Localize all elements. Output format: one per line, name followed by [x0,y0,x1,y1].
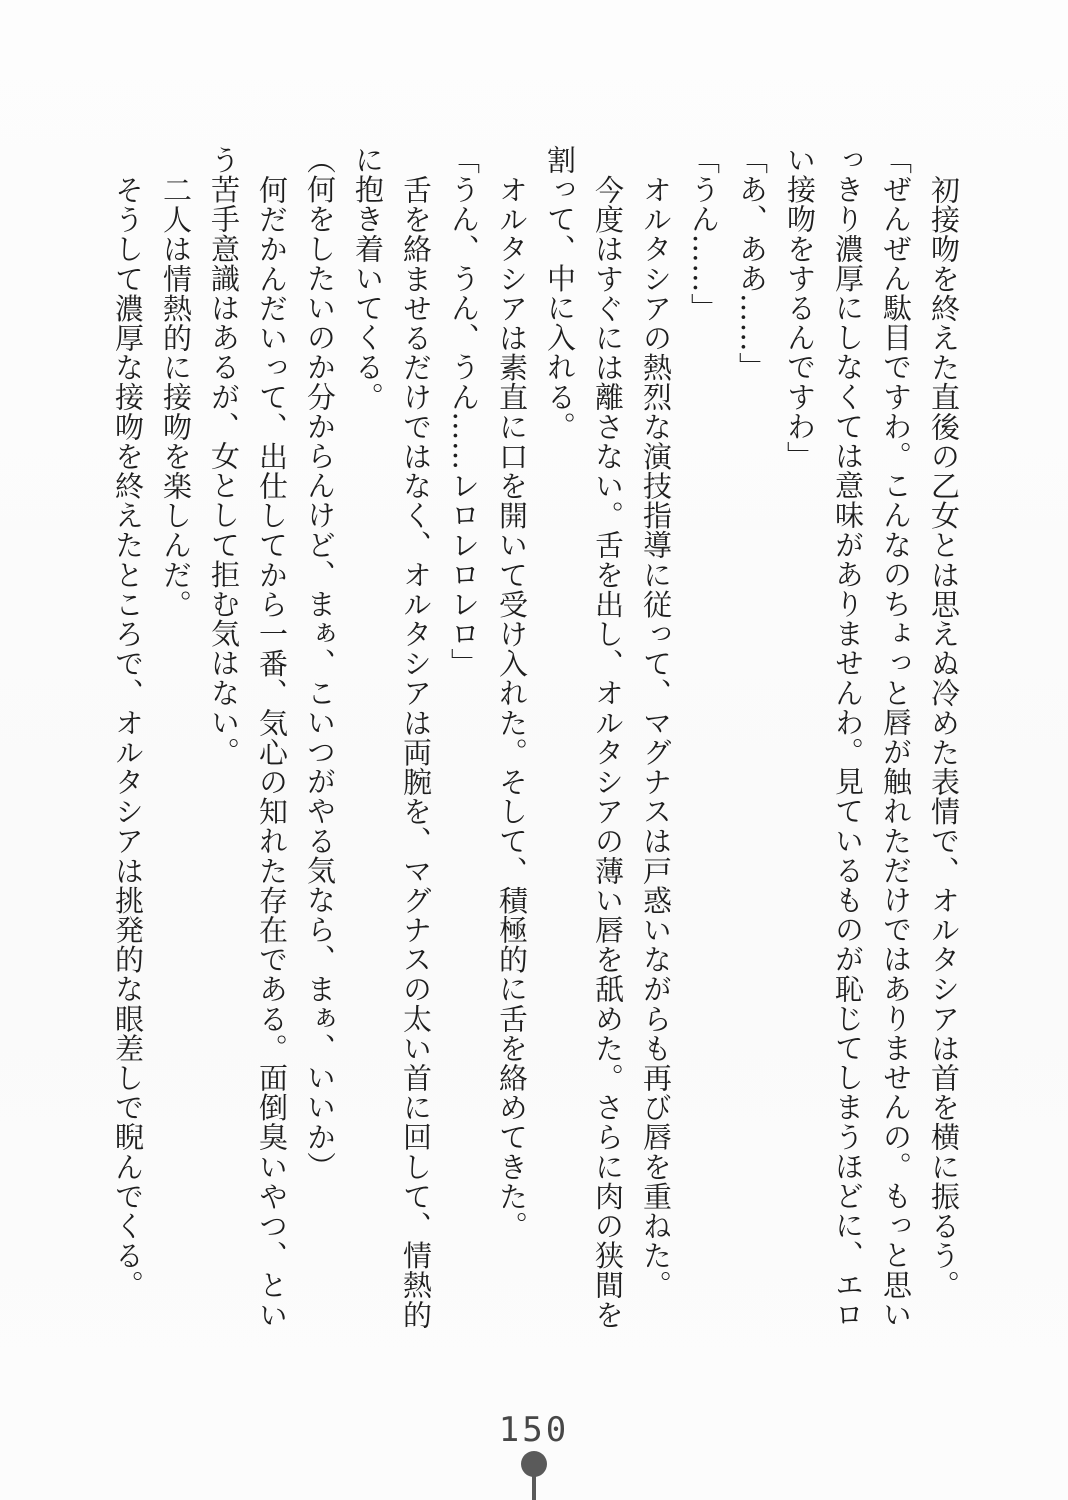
text-line: 割って、中に入れる。 [543,145,577,441]
text-line: 今度はすぐには離さない。舌を出し、オルタシアの薄い唇を舐めた。さらに肉の狭間を [591,175,625,1330]
text-line: っきり濃厚にしなくては意味がありませんわ。見ているものが恥じてしまうほどに、エロ [831,145,865,1329]
text-line: 「あ、ああ……」 [735,145,769,382]
text-line: オルタシアは素直に口を開いて受け入れた。そして、積極的に舌を絡めてきた。 [495,175,529,1241]
vertical-text-block [104,145,968,1329]
text-line: 舌を絡ませるだけではなく、オルタシアは両腕を、マグナスの太い首に回して、情熱的 [399,175,433,1330]
text-line: 初接吻を終えた直後の乙女とは思えぬ冷めた表情で、オルタシアは首を横に振るう。 [927,175,961,1300]
text-line: そうして濃厚な接吻を終えたところで、オルタシアは挑発的な眼差しで睨んでくる。 [111,175,145,1300]
text-line: （何をしたいのか分からんけど、まぁ、こいつがやる気なら、まぁ、いいか） [303,145,337,1181]
text-line: い接吻をするんですわ」 [783,145,817,471]
footer-ornament-line [532,1466,536,1500]
page-number: 150 [498,1410,570,1450]
text-line: う苦手意識はあるが、女として拒む気はない。 [207,145,241,767]
text-line: に抱き着いてくる。 [351,145,385,412]
text-line: オルタシアの熱烈な演技指導に従って、マグナスは戸惑いながらも再び唇を重ねた。 [639,175,673,1300]
text-line: 二人は情熱的に接吻を楽しんだ。 [159,175,193,619]
text-line: 「うん、うん、うん……レロレロレロ」 [447,145,481,678]
text-line: 「うん……」 [687,145,721,323]
text-line: 何だかんだいって、出仕してから一番、気心の知れた存在である。面倒臭いやつ、とい [255,175,289,1330]
text-line: 「ぜんぜん駄目ですわ。こんなのちょっと唇が触れただけではありませんの。もっと思い [879,145,913,1329]
